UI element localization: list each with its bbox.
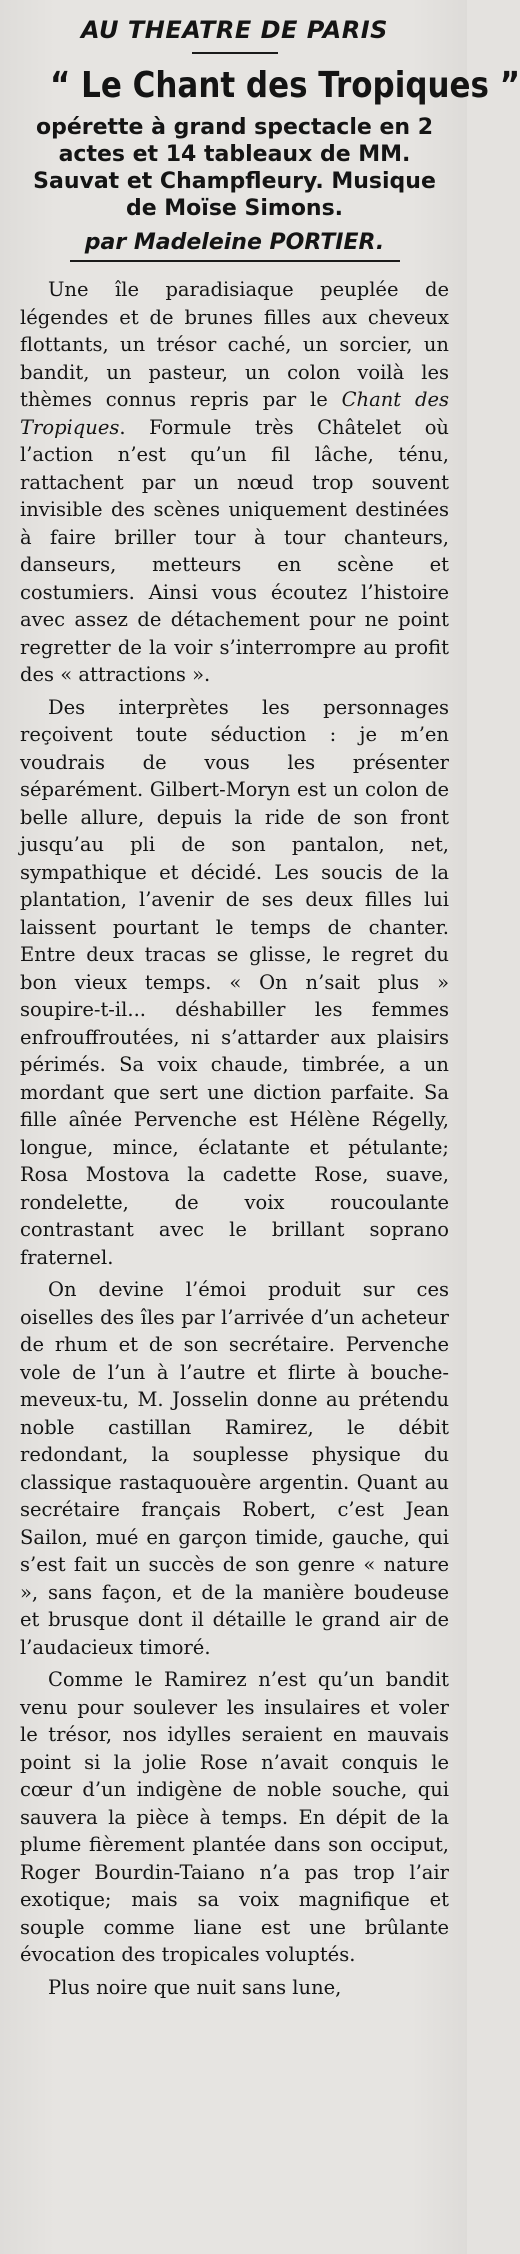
article-byline: par Madeleine PORTIER. — [84, 230, 385, 255]
article-body — [20, 276, 449, 2001]
paragraph-5: Plus noire que nuit sans lune, — [48, 1975, 342, 1999]
kicker-rule — [192, 52, 278, 54]
play-title-emphasis: Chant des Tropiques — [20, 388, 449, 439]
article-subtitle: opérette à grand spectacle en 2 actes et 14 tableaux de MM. Sauvat et Champfleury. Musique de Moïse Simons. — [33, 115, 436, 221]
article-title: “ Le Chant des Tropiques ” — [50, 65, 520, 106]
byline-rule — [70, 260, 400, 262]
paragraph-3: On devine l’émoi produit sur ces oiselles des îles par l’arrivée d’un acheteur de rhum et de son secrétaire. Pervenche vole de l’un à l’autre et flirte à bouche-meveux-tu, M. Josselin donne au prétendu noble castillan Ramirez, le débit redondant, la souplesse physique du classique rastaquouère argentin. Quant au secrétaire français Robert, c’est Jean Sailon, mué en garçon timide, gauche, qui s’est fait un succès de son genre « nature », sans façon, et de la manière boudeuse et brusque dont il détaille le grand air de l’audacieux timoré. — [20, 1278, 449, 1659]
paragraph-1 — [20, 276, 449, 689]
paragraph-4: Comme le Ramirez n’est qu’un bandit venu pour soulever les insulaires et voler le trésor, nos idylles seraient en mauvais point si la jolie Rose n’avait conquis le cœur d’un indigène de noble souche, qui sauvera la pièce à temps. En dépit de la plume fièrement plantée dans son occiput, Roger Bourdin-Taiano n’a pas trop l’air exotique; mais sa voix magnifique et souple comme liane est une brûlante évocation des tropicales voluptés. — [20, 1668, 449, 1966]
section-kicker: AU THEATRE DE PARIS — [81, 16, 388, 44]
paragraph-2: Des interprètes les personnages reçoivent toute séduction : je m’en voudrais de vous les présenter séparément. Gilbert-Moryn est un colon de belle allure, depuis la ride de son front jusqu’au pli de son pantalon, net, sympathique et décidé. Les soucis de la plantation, l’avenir de ses deux filles lui laissent pourtant le temps de chanter. Entre deux tracas se glisse, le regret du bon vieux temps. « On n’sait plus » soupire-t-il... déshabiller les femmes enfrouffroutées, ni s’attarder aux plaisirs périmés. Sa voix chaude, timbrée, a un mordant que sert une diction parfaite. Sa fille aînée Pervenche est Hélène Régelly, longue, mince, éclatante et pétulante; Rosa Mostova la cadette Rose, suave, rondelette, de voix roucoulante contrastant avec le brillant soprano fraternel. — [20, 695, 449, 1269]
paragraph-1-text-b: . Formule très Châtelet où l’action n’est qu’un fil lâche, ténu, rattachent par un nœud trop souvent invisible des scènes uniquement destinées à faire briller tour à tour chanteurs, danseurs, metteurs en scène et costumiers. Ainsi vous écoutez l’histoire avec assez de détachement pour ne point regretter de la voir s’interrompre au profit des « attractions ». — [20, 415, 449, 686]
paragraph-1-text-a: Une île paradisiaque peuplée de légendes et de brunes filles aux cheveux flottants, un trésor caché, un sorcier, un bandit, un pasteur, un colon voilà les thèmes connus repris par le — [20, 278, 449, 411]
